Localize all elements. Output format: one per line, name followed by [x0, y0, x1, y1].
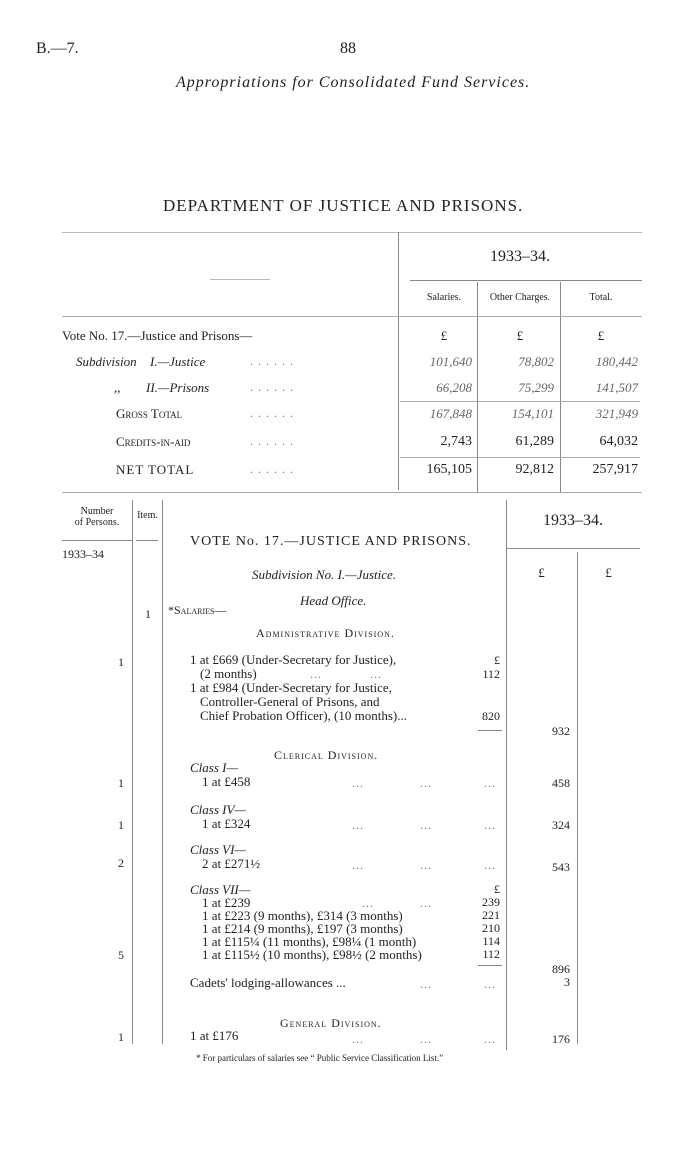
ellipsis: ... — [484, 858, 496, 872]
persons-count: 1 — [118, 655, 124, 669]
vote-heading: VOTE No. 17.—JUSTICE AND PRISONS. — [190, 534, 472, 549]
class-name: Class VI— — [190, 842, 246, 857]
ellipsis: ... — [420, 1032, 432, 1046]
cadets-allowance: Cadets' lodging-allowances ... — [190, 975, 346, 990]
amount: 112 — [482, 667, 500, 681]
leader-dots: . . . . . . — [250, 354, 294, 368]
general-line: 1 at £176 — [190, 1028, 239, 1043]
ellipsis: ... — [484, 1032, 496, 1046]
admin-lines: 1 at £669 (Under-Secretary for Justice), (2 months) 1 at £984 (Under-Secretary for Justice, Controller-General of Prisons, and Chief Probation Officer), (10 months)... — [190, 652, 407, 723]
subdivision-prefix: Subdivision — [76, 354, 137, 369]
summary-salaries: 101,640 — [429, 354, 472, 369]
summary-other: 154,101 — [511, 406, 554, 421]
class-line: 1 at £458 — [202, 774, 251, 789]
detail-year: 1933–34. — [543, 512, 603, 529]
office-heading: Head Office. — [300, 593, 367, 608]
leader-dots: . . . . . . — [250, 406, 294, 420]
class-vii-amounts: 239 221 210 114 112 — [482, 895, 500, 961]
persons-count: 1 — [118, 1030, 124, 1044]
summary-row-label: I.—Justice — [150, 354, 206, 369]
summary-year: 1933–34. — [490, 248, 550, 265]
summary-other: 61,289 — [515, 434, 554, 449]
col-persons-header: Number of Persons. — [74, 506, 120, 528]
summary-other: 75,299 — [518, 380, 554, 395]
item-number: 1 — [145, 607, 151, 621]
col-currency-1: £ — [538, 565, 545, 580]
ellipsis: ... — [420, 858, 432, 872]
summary-row-label: II.—Prisons — [146, 380, 210, 395]
summary-salaries: 165,105 — [426, 462, 472, 477]
class-amount: 324 — [552, 818, 570, 832]
col-other-charges: Other Charges. — [489, 292, 551, 303]
running-title: Appropriations for Consolidated Fund Services. — [176, 74, 531, 91]
footnote: * For particulars of salaries see “ Public Service Classification List.” — [196, 1053, 444, 1063]
currency-total: £ — [597, 328, 605, 343]
vote-label: Vote No. 17.—Justice and Prisons— — [62, 328, 253, 343]
col-salaries: Salaries. — [426, 292, 462, 303]
persons-year: 1933–34 — [62, 547, 104, 561]
summary-salaries: 167,848 — [429, 406, 472, 421]
col-total: Total. — [589, 292, 613, 303]
summary-total: 180,442 — [595, 354, 638, 369]
amount: 820 — [482, 709, 500, 723]
currency-salaries: £ — [440, 328, 448, 343]
class-amount: 458 — [552, 776, 570, 790]
class-name: Class IV— — [190, 802, 246, 817]
ellipsis: ... — [352, 858, 364, 872]
ellipsis: ... — [362, 896, 374, 910]
class-amount: 543 — [552, 860, 570, 874]
class-vii-lines: 1 at £239 1 at £223 (9 months), £314 (3 months) 1 at £214 (9 months), £197 (3 months) 1 at £115¼ (11 months), £98¼ (1 month) 1 at £115½ (10 months), £98½ (2 months) — [202, 895, 422, 962]
persons-count: 1 — [118, 776, 124, 790]
document-reference: B.—7. — [36, 40, 79, 57]
leader-dots: . . . . . . — [250, 434, 294, 448]
col-currency-2: £ — [605, 565, 612, 580]
subdivision-heading: Subdivision No. I.—Justice. — [252, 567, 397, 582]
ellipsis: ... — [420, 776, 432, 790]
summary-total: 141,507 — [595, 380, 638, 395]
ellipsis: ... — [352, 776, 364, 790]
summary-title: DEPARTMENT OF JUSTICE AND PRISONS. — [163, 196, 524, 215]
ellipsis: ... — [420, 896, 432, 910]
summary-total: 257,917 — [592, 462, 638, 477]
salaries-label: *Salaries— — [168, 603, 227, 617]
leader-dots: . . . . . . — [250, 462, 294, 476]
general-amount: 176 — [552, 1032, 570, 1046]
ellipsis: ... — [420, 818, 432, 832]
amount-currency: £ — [494, 882, 500, 896]
page-number: 88 — [340, 40, 356, 57]
summary-total: 64,032 — [599, 434, 638, 449]
amount-currency: £ — [494, 653, 500, 667]
col-item-header: Item. — [137, 510, 158, 521]
class-amount: 896 — [552, 962, 570, 976]
leader-dots: . . . . . . — [250, 380, 294, 394]
persons-count: 1 — [118, 818, 124, 832]
ellipsis: ... — [484, 776, 496, 790]
summary-other: 78,802 — [518, 354, 554, 369]
class-name: Class I— — [190, 760, 239, 775]
ellipsis: ... — [484, 818, 496, 832]
class-line: 2 at £271½ — [202, 856, 261, 871]
summary-row-label: Credits-in-aid — [116, 434, 191, 449]
ellipsis: ... — [352, 818, 364, 832]
persons-count: 5 — [118, 948, 124, 962]
summary-other: 92,812 — [515, 462, 554, 477]
administrative-division: Administrative Division. — [256, 626, 395, 640]
summary-row-label: NET TOTAL — [116, 462, 195, 477]
persons-count: 2 — [118, 856, 124, 870]
summary-salaries: 2,743 — [440, 434, 472, 449]
currency-other: £ — [516, 328, 524, 343]
cadets-amount: 3 — [564, 975, 570, 989]
ellipsis: ... — [370, 667, 382, 681]
ditto-mark: ,, — [114, 380, 121, 395]
class-line: 1 at £324 — [202, 816, 251, 831]
summary-salaries: 66,208 — [436, 380, 472, 395]
summary-row-label: Gross Total — [116, 406, 183, 421]
ellipsis: ... — [352, 1032, 364, 1046]
clerical-division: Clerical Division. — [274, 748, 379, 762]
class-name: Class VII— — [190, 882, 251, 897]
ellipsis: ... — [310, 667, 322, 681]
ellipsis: ... — [420, 977, 432, 991]
general-division: General Division. — [280, 1016, 382, 1030]
summary-total: 321,949 — [595, 406, 638, 421]
ellipsis: ... — [484, 977, 496, 991]
division-total: 932 — [552, 724, 570, 738]
